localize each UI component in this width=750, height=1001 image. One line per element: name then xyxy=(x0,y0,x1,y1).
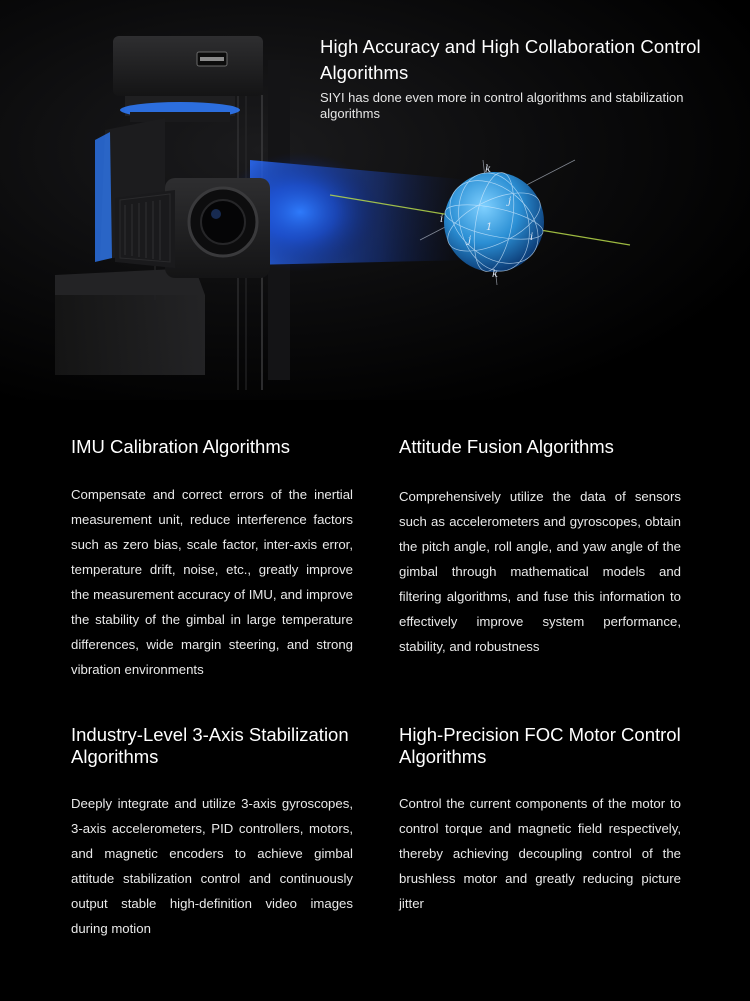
feature-description: Deeply integrate and utilize 3-axis gyroscopes, 3-axis accelerometers, PID controllers, motors, and magnetic encoders to achieve gimbal attitude stabilization control and continuously output stable high-definition video images during motion xyxy=(71,796,353,936)
feature-title: IMU Calibration Algorithms xyxy=(71,436,290,457)
hero-title: High Accuracy and High Collaboration Control Algorithms xyxy=(320,36,701,83)
feature-description: Compensate and correct errors of the inertial measurement unit, reduce interference factors such as zero bias, scale factor, inter-axis error, temperature drift, noise, etc., greatly improve the measurement accuracy of IMU, and improve the stability of the gimbal in large temperature differences, wide margin steering, and strong vibration environments xyxy=(71,487,353,677)
feature-title: High-Precision FOC Motor Control Algorithms xyxy=(399,724,681,767)
feature-title: Attitude Fusion Algorithms xyxy=(399,436,614,457)
sphere-label-j-bottom: j xyxy=(468,235,472,246)
feature-3-axis-stabilization xyxy=(71,724,353,941)
feature-attitude-fusion xyxy=(399,436,681,659)
feature-imu-calibration xyxy=(71,436,353,682)
sphere-label-i-left: i xyxy=(440,214,444,225)
hero-section xyxy=(0,0,750,400)
sphere-label-k-bottom: k xyxy=(492,269,499,280)
sphere-label-one: 1 xyxy=(486,222,493,233)
feature-foc-motor-control xyxy=(399,724,681,916)
hero-subtitle: SIYI has done even more in control algorithms and stabilization algorithms xyxy=(320,90,684,121)
feature-title: Industry-Level 3-Axis Stabilization Algorithms xyxy=(71,724,349,767)
feature-description: Comprehensively utilize the data of sensors such as accelerometers and gyroscopes, obtain the pitch angle, roll angle, and yaw angle of the gimbal through mathematical models and filtering algorithms, and fuse this information to effectively improve system performance, stability, and robustness xyxy=(399,489,681,654)
sphere-label-i-right: i xyxy=(530,232,534,243)
feature-description: Control the current components of the motor to control torque and magnetic field respectively, thereby achieving decoupling control of the brushless motor and greatly reducing picture jitter xyxy=(399,796,681,911)
sphere-label-j-top: j xyxy=(508,196,512,207)
sphere-label-k-top: k xyxy=(485,164,492,175)
